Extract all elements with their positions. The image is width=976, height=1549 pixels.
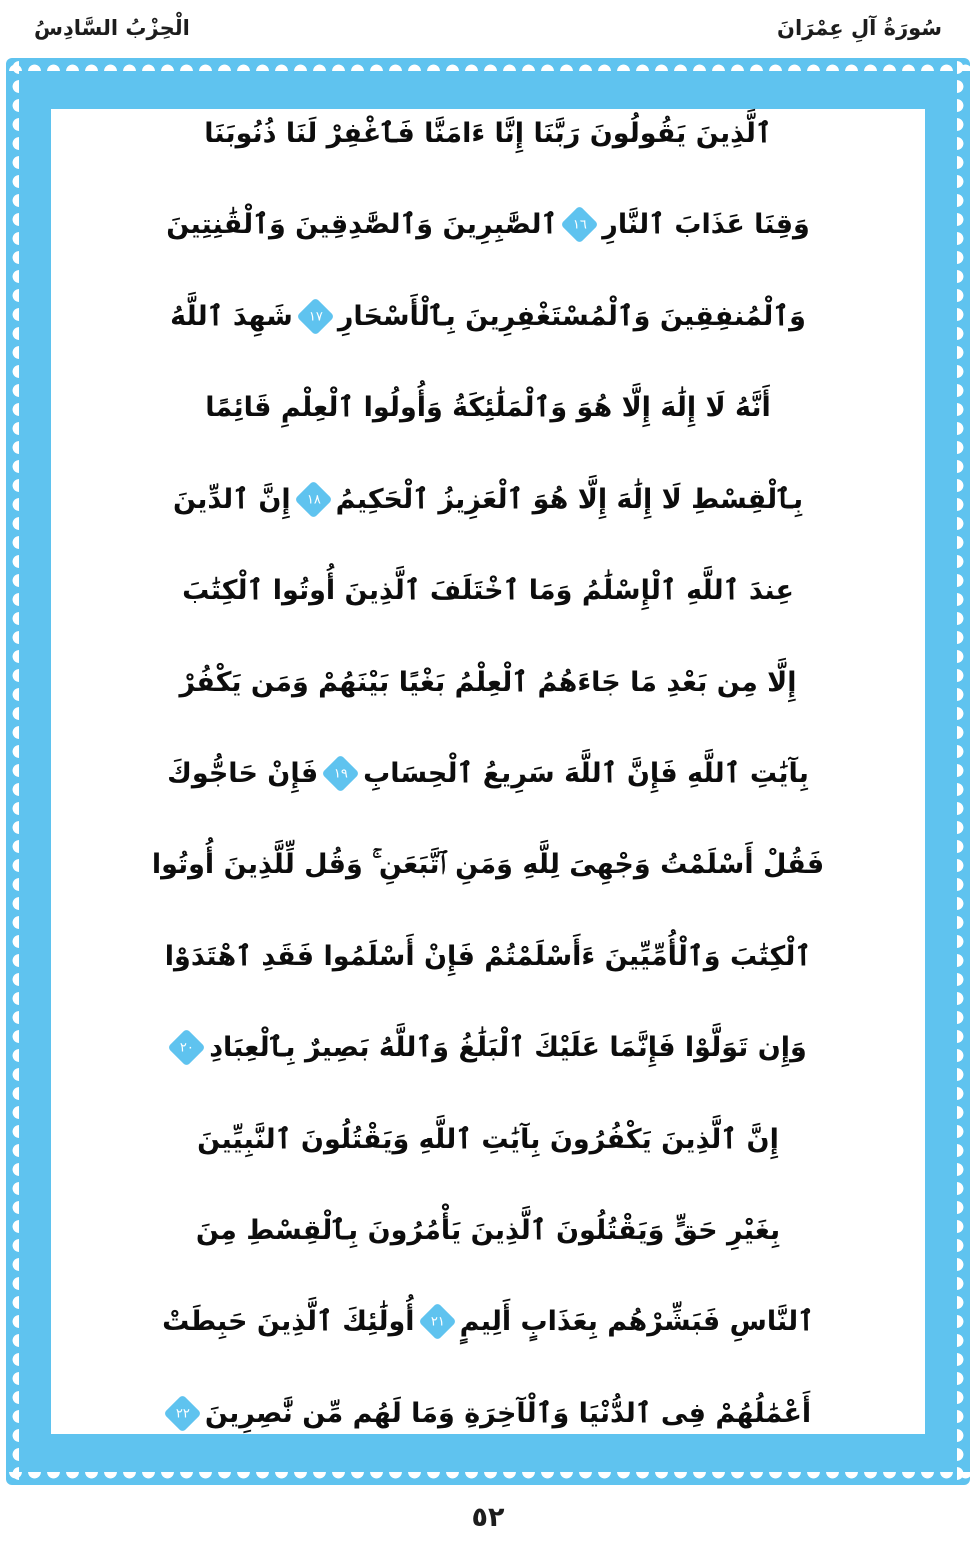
ayah-number-marker	[294, 480, 332, 518]
ayah-text: فَإِنْ حَاجُّوكَ	[167, 757, 319, 789]
ayah-text: وَقِنَا عَذَابَ ٱلنَّارِ	[602, 209, 810, 241]
ayah-text: بِآيَٰتِ ٱللَّهِ فَإِنَّ ٱللَّهَ سَرِيعُ ٱلْحِسَابِ	[363, 757, 809, 789]
ayah-text: وَإِن تَوَلَّوْا فَإِنَّمَا عَلَيْكَ ٱلْبَلَٰغُ وَٱللَّهُ بَصِيرٌ بِٱلْعِبَادِ	[209, 1032, 807, 1064]
ayah-text: إِلَّا مِن بَعْدِ مَا جَاءَهُمُ ٱلْعِلْمُ بَغْيًا بَيْنَهُمْ وَمَن يَكْفُرْ	[179, 666, 797, 698]
ayah-number-marker	[163, 1394, 201, 1432]
ayah-text: ٱلَّذِينَ يَقُولُونَ رَبَّنَا إِنَّا ءَامَنَّا فَٱغْفِرْ لَنَا ذُنُوبَنَا	[204, 118, 772, 149]
ayah-number-marker	[322, 754, 360, 792]
scallop-edge-top-icon	[6, 58, 970, 71]
ayah-text: أَنَّهُ لَا إِلَٰهَ إِلَّا هُوَ وَٱلْمَلَٰئِكَةُ وَأُولُوا ٱلْعِلْمِ قَائِمًا	[205, 392, 771, 424]
ayah-line	[62, 1397, 914, 1429]
ayah-line	[62, 849, 914, 881]
ayah-line	[62, 1306, 914, 1338]
ayah-line	[62, 483, 914, 515]
ayah-text: عِندَ ٱللَّهِ ٱلْإِسْلَٰمُ وَمَا ٱخْتَلَفَ ٱلَّذِينَ أُوتُوا ٱلْكِتَٰبَ	[182, 575, 794, 607]
ayah-number-label: ١٨	[306, 491, 321, 507]
ayah-number-label: ٢١	[430, 1314, 445, 1330]
ayah-line	[62, 1032, 914, 1064]
ayah-line	[62, 1215, 914, 1247]
ayah-text: ٱلنَّاسِ فَبَشِّرْهُم بِعَذَابٍ أَلِيمٍ	[459, 1306, 814, 1338]
ayah-text: ٱلصَّٰبِرِينَ وَٱلصَّٰدِقِينَ وَٱلْقَٰنِتِينَ	[166, 209, 558, 241]
page-number: ٥٢	[471, 1501, 505, 1533]
ayah-line	[62, 392, 914, 424]
ayah-line	[62, 120, 914, 147]
ayah-text: إِنَّ ٱلدِّينَ	[172, 483, 291, 515]
ayah-line	[62, 757, 914, 789]
ayah-number-label: ١٩	[333, 765, 348, 781]
ayah-text: شَهِدَ ٱللَّهُ	[170, 300, 293, 332]
scallop-edge-left-icon	[6, 58, 19, 1485]
hizb-title: الْحِزْبُ السَّادِسُ	[34, 16, 190, 41]
ayah-text: إِنَّ ٱلَّذِينَ يَكْفُرُونَ بِآيَٰتِ ٱللَّهِ وَيَقْتُلُونَ ٱلنَّبِيِّينَ	[197, 1123, 779, 1155]
ayah-number-marker	[418, 1303, 456, 1341]
ayah-number-label: ٢٠	[179, 1040, 194, 1056]
ayah-text: أَعْمَٰلُهُمْ فِى ٱلدُّنْيَا وَٱلْآخِرَةِ وَمَا لَهُم مِّن نَّٰصِرِينَ	[204, 1397, 812, 1429]
ayah-text: بِٱلْقِسْطِ لَا إِلَٰهَ إِلَّا هُوَ ٱلْعَزِيزُ ٱلْحَكِيمُ	[335, 483, 804, 515]
scallop-edge-bottom-icon	[6, 1472, 970, 1485]
ayah-number-marker	[561, 206, 599, 244]
ayah-line	[62, 940, 914, 972]
ayah-text: ٱلْكِتَٰبَ وَٱلْأُمِّيِّينَ ءَأَسْلَمْتُمْ فَإِنْ أَسْلَمُوا فَقَدِ ٱهْتَدَوْا	[164, 940, 812, 972]
scallop-edge-right-icon	[957, 58, 970, 1485]
page-footer	[0, 1485, 976, 1549]
ayah-text: أُولَٰئِكَ ٱلَّذِينَ حَبِطَتْ	[162, 1306, 415, 1338]
surah-title: سُورَةُ آلِ عِمْرَانَ	[777, 16, 942, 41]
ayah-number-marker	[296, 297, 334, 335]
ayah-line	[62, 300, 914, 332]
ayah-text: وَٱلْمُنفِقِينَ وَٱلْمُسْتَغْفِرِينَ بِٱلْأَسْحَارِ	[337, 300, 806, 332]
ayah-number-label: ١٧	[308, 308, 323, 324]
page-header	[0, 0, 976, 58]
ayah-number-marker	[168, 1029, 206, 1067]
ayah-line	[62, 575, 914, 607]
ayah-number-label: ١٦	[572, 217, 587, 233]
ayah-text: فَقُلْ أَسْلَمْتُ وَجْهِىَ لِلَّهِ وَمَنِ ٱتَّبَعَنِ ۚ وَقُل لِّلَّذِينَ أُوتُوا	[151, 849, 825, 881]
ayah-line	[62, 666, 914, 698]
ayah-line	[62, 209, 914, 241]
ayah-text: بِغَيْرِ حَقٍّ وَيَقْتُلُونَ ٱلَّذِينَ يَأْمُرُونَ بِٱلْقِسْطِ مِنَ	[195, 1215, 781, 1247]
decorative-border-frame	[6, 58, 970, 1485]
ayah-number-label: ٢٢	[175, 1405, 190, 1421]
quran-text-block	[62, 120, 914, 1427]
ayah-line	[62, 1123, 914, 1155]
